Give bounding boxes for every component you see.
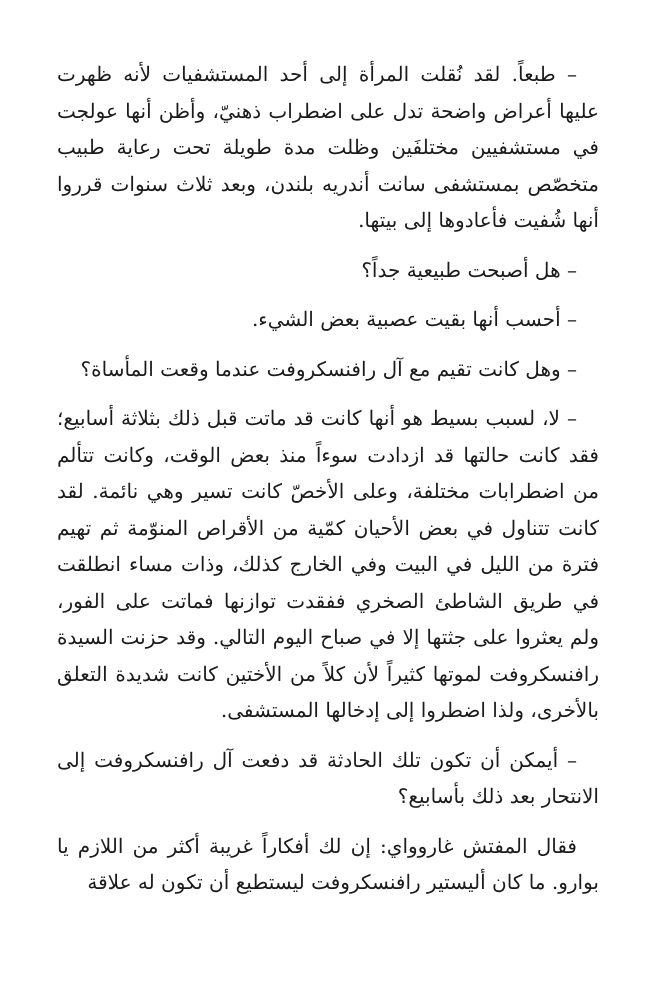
paragraph-1: – طبعاً. لقد نُقلت المرأة إلى أحد المستشفيات لأنه ظهرت عليها أعراض واضحة تدل على اضطراب ذهنيّ، وأظن أنها عولجت في مستشفيين مختلفَين وظلت مدة طويلة تحت رعاية طبيب متخصّص بمستشفى سانت أندريه بلندن، وبعد ثلاث سنوات قرروا أنها شُفيت فأعادوها إلى بيتها. xyxy=(57,62,599,232)
paragraph-3: – أحسب أنها بقيت عصبية بعض الشيء. xyxy=(251,307,577,331)
paragraph-7: فقال المفتش غاروواي: إن لك أفكاراً غريبة أكثر من اللازم يا بوارو. ما كان أليستير رافنسكروفت ليستطيع أن تكون له علاقة xyxy=(57,833,599,894)
paragraph-5: – لا، لسبب بسيط هو أنها كانت قد ماتت قبل ذلك بثلاثة أسابيع؛ فقد كانت حالتها قد ازدادت سوءاً منذ بعض الوقت، وكانت تتألم من اضطرابات مختلفة، وعلى الأخصّ كانت تسير وهي نائمة. لقد كانت تتناول في بعض الأحيان كمّية من الأقراص المنوّمة ثم تهيم فترة من الليل في البيت وفي الخارج كذلك، وذات مساء انطلقت في طريق الشاطئ الصخري ففقدت توازنها فماتت على الفور، ولم يعثروا على جثتها إلا في صباح اليوم التالي. وقد حزنت السيدة رافنسكروفت لموتها كثيراً لأن كلاً من الأختين كانت شديدة التعلق بالأخرى، ولذا اضطروا إلى إدخالها المستشفى. xyxy=(57,406,599,722)
paragraph-4: – وهل كانت تقيم مع آل رافنسكروفت عندما وقعت المأساة؟ xyxy=(80,356,577,381)
paragraph-2: – هل أصبحت طبيعية جداً؟ xyxy=(361,257,577,282)
paragraph-6: – أيمكن أن تكون تلك الحادثة قد دفعت آل رافنسكروفت إلى الانتحار بعد ذلك بأسابيع؟ xyxy=(57,747,599,808)
book-page xyxy=(57,56,599,914)
